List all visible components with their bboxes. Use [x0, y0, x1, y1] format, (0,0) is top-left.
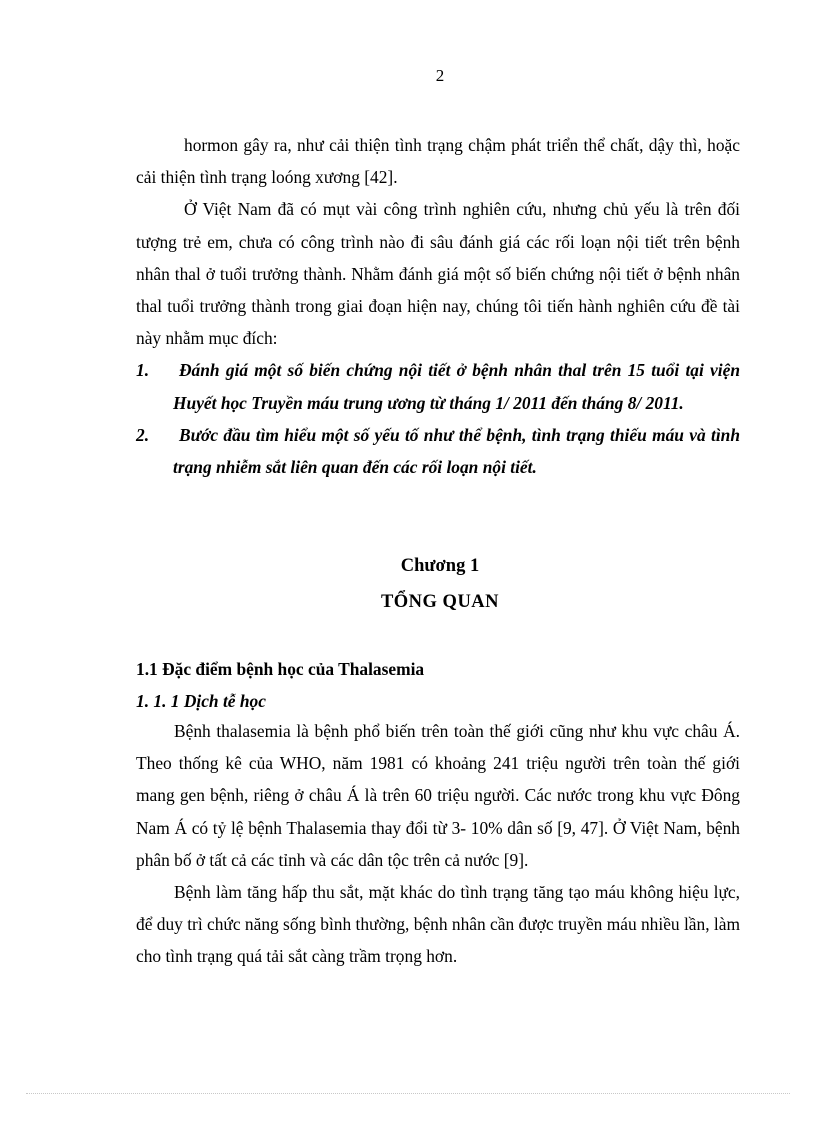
chapter-title: Chương 1	[400, 556, 480, 576]
objective-number: 1.	[136, 360, 150, 381]
intro-block	[136, 129, 740, 483]
continuation-paragraph: hormon gây ra, như cải thiện tình trạng chậm phát triển thể chất, dậy thì, hoặc cải thiện tình trạng loóng xương [42].	[136, 135, 740, 188]
objective-text: Bước đầu tìm hiểu một số yếu tố như thể bệnh, tình trạng thiếu máu và tình trạng nhiễm sắt liên quan đến các rối loạn nội tiết.	[173, 424, 740, 478]
objectives-list	[136, 354, 740, 483]
chapter-subtitle: TỔNG QUAN	[380, 592, 500, 612]
epidemiology-paragraph: Bệnh thalasemia là bệnh phổ biến trên toàn thế giới cũng như khu vực châu Á. Theo thống kê của WHO, năm 1981 có khoảng 241 triệu người trên toàn thế giới mang gen bệnh, riêng ở châu Á là trên 60 triệu người. Các nước trong khu vực Đông Nam Á có tỷ lệ bệnh Thalasemia thay đổi từ 3- 10% dân số [9, 47]. Ở Việt Nam, bệnh phân bố ở tất cả các tỉnh và các dân tộc trên cả nước [9].	[136, 721, 740, 870]
objective-number: 2.	[136, 424, 150, 445]
section-heading: 1.1 Đặc điểm bệnh học của Thalasemia	[136, 659, 425, 679]
iron-overload-paragraph: Bệnh làm tăng hấp thu sắt, mặt khác do tình trạng tăng tạo máu không hiệu lực, để duy trì chức năng sống bình thường, bệnh nhân cần được truyền máu nhiều lần, làm cho tình trạng quá tải sắt càng trầm trọng hơn.	[136, 882, 740, 967]
objective-text: Đánh giá một số biến chứng nội tiết ở bệnh nhân thal trên 15 tuổi tại viện Huyết học Truyền máu trung ương từ tháng 1/ 2011 đến tháng 8/ 2011.	[173, 360, 740, 413]
section-body	[136, 715, 740, 973]
intro-paragraph: Ở Việt Nam đã có mụt vài công trình nghiên cứu, nhưng chủ yếu là trên đối tượng trẻ em, chưa có công trình nào đi sâu đánh giá các rối loạn nội tiết trên bệnh nhân thal ở tuổi trưởng thành. Nhằm đánh giá một số biến chứng nội tiết ở bệnh nhân thal tuổi trưởng thành trong giai đoạn hiện nay, chúng tôi tiến hành nghiên cứu đề tài này nhằm mục đích:	[136, 199, 740, 349]
page-number: 2	[435, 66, 445, 85]
objective-item-1	[136, 354, 740, 418]
objective-item-2	[136, 419, 740, 483]
subsection-heading: 1. 1. 1 Dịch tễ học	[136, 691, 266, 711]
footer-divider	[26, 1093, 790, 1094]
